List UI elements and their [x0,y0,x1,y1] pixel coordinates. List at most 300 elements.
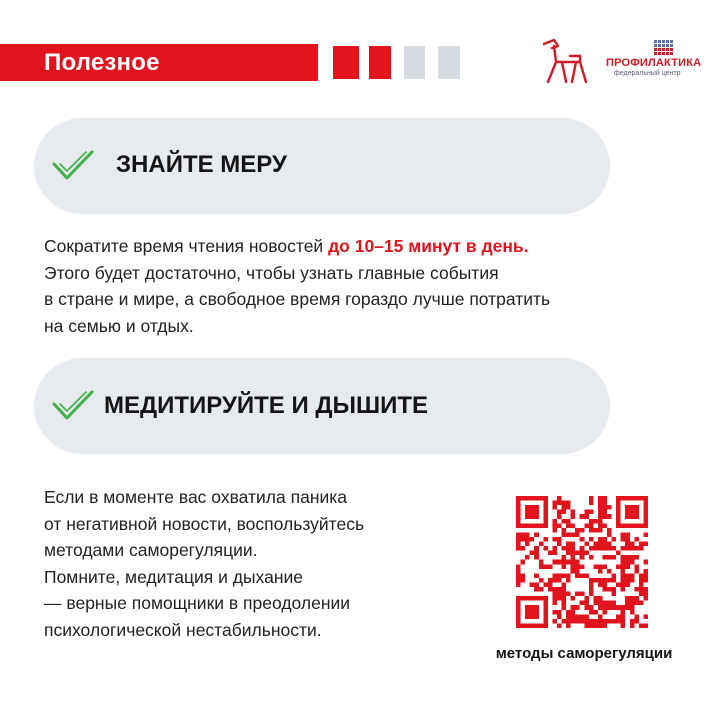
qr-module [571,532,576,537]
qr-module [625,523,630,528]
qr-module [521,532,526,537]
qr-module [543,582,548,587]
qr-module [593,578,598,583]
qr-module [639,542,644,547]
qr-module [543,623,548,628]
qr-module [612,587,617,592]
qr-module [530,605,535,610]
qr-module [562,596,567,601]
qr-module [566,519,571,524]
qr-module [530,623,535,628]
qr-module [643,587,648,592]
qr-module [589,623,594,628]
qr-module [580,614,585,619]
qr-module [557,587,562,592]
qr-module [602,564,607,569]
qr-module [625,510,630,515]
qr-module [516,569,521,574]
qr-module [562,555,567,560]
qr-module [589,578,594,583]
qr-module [602,546,607,551]
qr-module [552,578,557,583]
qr-module [552,519,557,524]
qr-module [630,555,635,560]
qr-module [602,578,607,583]
qr-module [566,551,571,556]
qr-module [571,610,576,615]
qr-module [543,501,548,506]
qr-module [539,542,544,547]
qr-module [534,551,539,556]
checkmark-icon [52,390,94,422]
qr-module [625,514,630,519]
qr-module [639,496,644,501]
qr-module [621,537,626,542]
qr-module [534,546,539,551]
qr-module [525,532,530,537]
qr-module [566,532,571,537]
qr-module [602,501,607,506]
qr-module [575,619,580,624]
qr-module [616,582,621,587]
qr-module [593,601,598,606]
qr-module [516,610,521,615]
qr-module [580,514,585,519]
qr-module [634,546,639,551]
qr-module [571,619,576,624]
qr-module [598,501,603,506]
qr-module [602,514,607,519]
qr-module [625,542,630,547]
qr-module [607,505,612,510]
qr-module [534,555,539,560]
qr-module [621,623,626,628]
decor-block-gray-1 [404,46,425,79]
qr-module [580,551,585,556]
qr-module [543,619,548,624]
qr-module [562,528,567,533]
qr-module [516,537,521,542]
qr-module [643,614,648,619]
qr-module [643,501,648,506]
qr-module [525,542,530,547]
qr-module [562,592,567,597]
qr-module [593,623,598,628]
qr-module [530,523,535,528]
qr-module [602,610,607,615]
qr-module [571,560,576,565]
qr-module [639,623,644,628]
qr-module [516,582,521,587]
qr-module [621,619,626,624]
qr-module [575,614,580,619]
qr-module [516,564,521,569]
qr-module [621,614,626,619]
qr-module [639,592,644,597]
qr-module [625,601,630,606]
qr-module [621,578,626,583]
qr-module [589,555,594,560]
qr-module [607,514,612,519]
qr-module [571,614,576,619]
qr-module [612,537,617,542]
qr-module [562,619,567,624]
qr-module [643,532,648,537]
qr-module [593,564,598,569]
text-line: методами саморегуляции. [44,540,258,560]
qr-module [521,596,526,601]
qr-module [612,573,617,578]
qr-module [575,569,580,574]
qr-module [612,619,617,624]
qr-module [516,542,521,547]
qr-module [543,519,548,524]
qr-module [589,546,594,551]
qr-module [552,610,557,615]
qr-module [539,578,544,583]
qr-module [521,523,526,528]
qr-module [557,496,562,501]
qr-module [516,619,521,624]
text-line: психологической нестабильности. [44,619,322,640]
qr-module [630,596,635,601]
qr-module [562,519,567,524]
qr-code[interactable] [516,496,648,628]
qr-module [530,582,535,587]
qr-module [580,564,585,569]
qr-module [530,510,535,515]
qr-module [643,523,648,528]
qr-module [634,537,639,542]
qr-module [562,601,567,606]
qr-module [552,528,557,533]
qr-module [534,514,539,519]
qr-module [534,523,539,528]
qr-module [607,532,612,537]
qr-module [539,623,544,628]
qr-module [589,519,594,524]
qr-module [566,592,571,597]
qr-module [616,496,621,501]
qr-module [566,610,571,615]
qr-module [539,587,544,592]
qr-module [548,587,553,592]
qr-module [598,523,603,528]
qr-module [639,601,644,606]
qr-module [625,560,630,565]
qr-module [534,573,539,578]
qr-module [598,537,603,542]
qr-module [552,596,557,601]
qr-module [634,569,639,574]
qr-module [607,601,612,606]
qr-module [634,523,639,528]
qr-module [539,564,544,569]
qr-module [598,605,603,610]
qr-module [584,542,589,547]
qr-module [639,587,644,592]
qr-module [643,560,648,565]
qr-module [566,614,571,619]
qr-module [598,564,603,569]
qr-module [598,596,603,601]
text-line: Помните, медитация и дыхание [44,566,303,587]
qr-module [630,523,635,528]
qr-module [557,578,562,583]
qr-module [602,619,607,624]
qr-module [634,619,639,624]
qr-module [643,510,648,515]
qr-module [621,555,626,560]
qr-module [630,605,635,610]
qr-module [530,505,535,510]
qr-module [516,510,521,515]
qr-module [630,560,635,565]
qr-module [602,505,607,510]
decor-block-red-2 [369,46,391,79]
qr-module [584,551,589,556]
qr-module [607,542,612,547]
qr-module [521,546,526,551]
qr-module [543,514,548,519]
text-line: Этого будет достаточно, чтобы узнать главные события [44,262,499,283]
text-line: от негативной новости, воспользуйтесь [44,513,365,534]
qr-module [589,510,594,515]
qr-module [571,569,576,574]
qr-module [630,578,635,583]
qr-module [612,601,617,606]
qr-module [643,542,648,547]
qr-module [630,601,635,606]
qr-module [616,519,621,524]
qr-module [566,523,571,528]
qr-module [516,605,521,610]
qr-module [543,614,548,619]
text-line-part: Сократите время чтения новостей [44,236,329,256]
qr-module [593,528,598,533]
qr-module [584,514,589,519]
qr-module [580,546,585,551]
qr-module [602,582,607,587]
qr-module [621,564,626,569]
qr-module [530,596,535,601]
qr-module [562,510,567,515]
qr-module [616,514,621,519]
text-line: — верные помощники в преодолении [44,593,351,613]
qr-caption: методы саморегуляции [495,645,673,662]
qr-module [584,619,589,624]
text-line [44,233,550,260]
qr-module [634,510,639,515]
qr-module [543,505,548,510]
qr-module [543,610,548,615]
qr-module [602,605,607,610]
qr-module [589,605,594,610]
qr-module [525,537,530,542]
qr-module [516,523,521,528]
qr-module [602,587,607,592]
qr-module [634,505,639,510]
qr-module [621,573,626,578]
qr-module [552,601,557,606]
qr-module [625,546,630,551]
qr-module [543,510,548,515]
qr-module [539,560,544,565]
qr-module [584,623,589,628]
qr-module [557,596,562,601]
qr-module [571,523,576,528]
qr-module [598,505,603,510]
qr-module [575,560,580,565]
qr-module [643,623,648,628]
qr-module [598,546,603,551]
qr-module [602,496,607,501]
qr-module [634,596,639,601]
section-title: ЗНАЙТЕ МЕРУ [116,151,287,178]
qr-module [607,528,612,533]
qr-module [616,551,621,556]
qr-module [562,501,567,506]
qr-module [575,564,580,569]
qr-module [521,578,526,583]
qr-module [589,528,594,533]
qr-module [566,542,571,547]
qr-module [598,528,603,533]
qr-module [571,542,576,547]
qr-module [516,573,521,578]
qr-module [625,596,630,601]
qr-module [607,587,612,592]
qr-module [552,501,557,506]
qr-module [552,537,557,542]
qr-module [543,523,548,528]
qr-module [557,510,562,515]
qr-module [516,496,521,501]
qr-module [562,605,567,610]
qr-module [630,573,635,578]
qr-module [616,619,621,624]
section-text [44,484,364,643]
page-title: Полезное [44,49,160,76]
qr-module [516,532,521,537]
qr-module [525,555,530,560]
qr-module [548,582,553,587]
qr-module [580,592,585,597]
qr-module [557,592,562,597]
qr-module [630,514,635,519]
qr-module [625,555,630,560]
qr-module [521,496,526,501]
qr-module [584,510,589,515]
qr-module [562,587,567,592]
qr-module [602,555,607,560]
qr-module [557,610,562,615]
qr-module [557,501,562,506]
qr-module [589,587,594,592]
qr-module [589,501,594,506]
text-line: в стране и мире, а свободное время гораздо лучше потратить [44,289,551,309]
qr-module [589,537,594,542]
qr-module [602,623,607,628]
qr-module [634,614,639,619]
qr-module [516,578,521,583]
qr-module [525,496,530,501]
qr-module [584,596,589,601]
qr-module [634,564,639,569]
qr-module [525,523,530,528]
qr-module [521,623,526,628]
qr-module [575,528,580,533]
qr-module [557,623,562,628]
qr-module [593,546,598,551]
decor-block-gray-2 [438,46,460,79]
qr-module [521,560,526,565]
qr-module [607,605,612,610]
qr-module [525,596,530,601]
qr-module [557,523,562,528]
qr-module [643,596,648,601]
qr-module [598,496,603,501]
qr-module [530,537,535,542]
qr-module [621,496,626,501]
qr-module [562,546,567,551]
qr-module [525,614,530,619]
qr-module [530,514,535,519]
qr-module [566,546,571,551]
qr-module [557,573,562,578]
qr-module [571,564,576,569]
qr-module [557,542,562,547]
qr-module [625,496,630,501]
qr-module [612,555,617,560]
qr-module [525,623,530,628]
qr-module [552,573,557,578]
qr-module [521,537,526,542]
qr-module [580,555,585,560]
qr-module [525,510,530,515]
qr-module [589,619,594,624]
qr-module [571,596,576,601]
qr-module [639,582,644,587]
section-text [44,233,550,339]
qr-module [548,564,553,569]
qr-module [571,514,576,519]
qr-module [584,614,589,619]
qr-module [630,619,635,624]
qr-module [575,573,580,578]
qr-module [598,582,603,587]
qr-module [580,619,585,624]
qr-module [625,578,630,583]
text-line: на семью и отдых. [44,315,194,336]
qr-module [566,623,571,628]
qr-module [534,614,539,619]
qr-module [602,537,607,542]
qr-module [525,514,530,519]
qr-module [621,546,626,551]
qr-module [612,546,617,551]
qr-module [548,551,553,556]
qr-module [630,505,635,510]
qr-module [616,564,621,569]
qr-module [643,573,648,578]
qr-module [621,587,626,592]
qr-module [543,537,548,542]
qr-module [539,596,544,601]
qr-module [621,582,626,587]
qr-module [598,569,603,574]
qr-module [643,505,648,510]
